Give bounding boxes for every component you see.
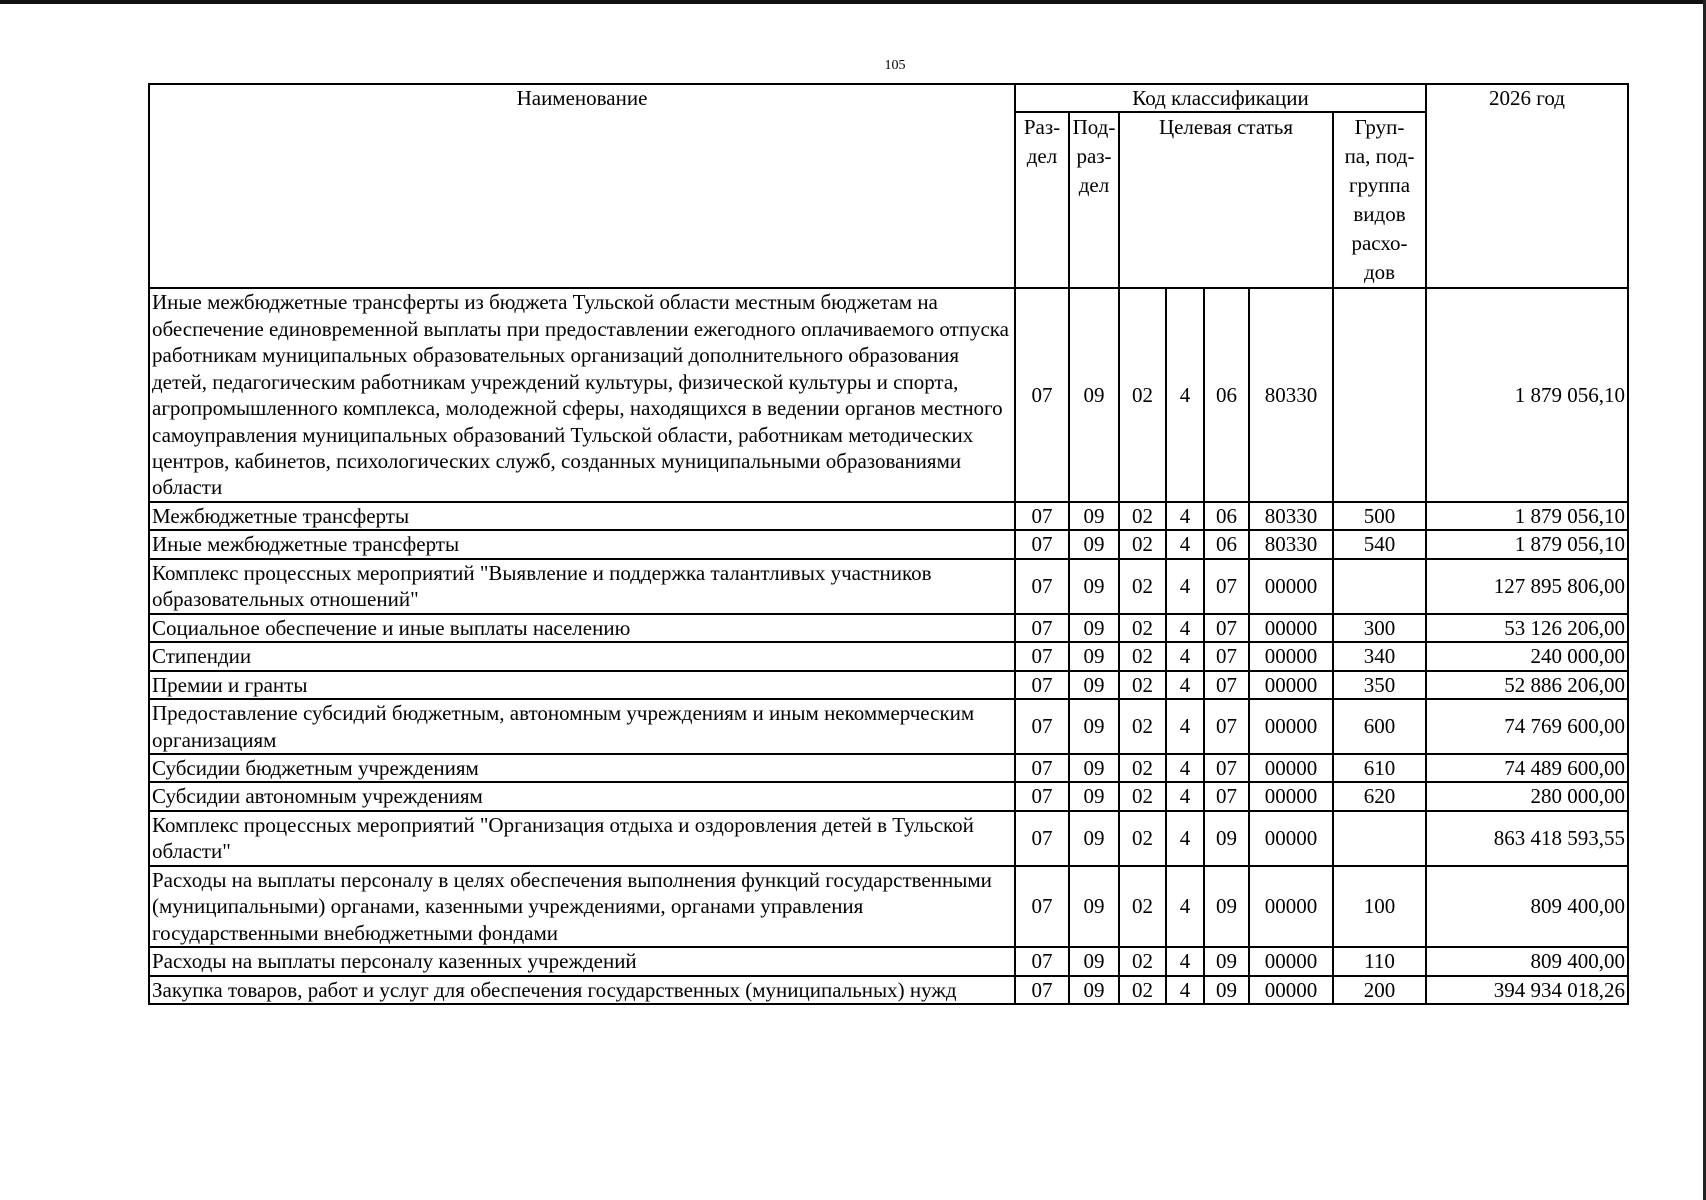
row-subsection: 09 <box>1069 642 1119 670</box>
row-amount: 52 886 206,00 <box>1426 671 1628 699</box>
row-target-article-type: 4 <box>1166 782 1204 810</box>
table-row <box>149 866 1628 947</box>
row-target-article-program: 02 <box>1119 866 1166 947</box>
header-subsection: Под- раз- дел <box>1069 112 1119 288</box>
row-target-article-direction: 00000 <box>1249 559 1333 614</box>
row-name: Расходы на выплаты персоналу казенных учреждений <box>149 947 1015 975</box>
row-target-article-complex: 09 <box>1204 866 1249 947</box>
row-expense-group <box>1333 288 1426 502</box>
row-subsection: 09 <box>1069 614 1119 642</box>
table-row <box>149 559 1628 614</box>
row-section: 07 <box>1015 947 1069 975</box>
row-target-article-complex: 09 <box>1204 976 1249 1004</box>
row-subsection: 09 <box>1069 530 1119 558</box>
table-row <box>149 288 1628 502</box>
row-expense-group: 340 <box>1333 642 1426 670</box>
row-subsection: 09 <box>1069 502 1119 530</box>
row-section: 07 <box>1015 614 1069 642</box>
row-target-article-complex: 06 <box>1204 530 1249 558</box>
row-name: Расходы на выплаты персоналу в целях обеспечения выполнения функций государственными (муниципальными) органами, казенными учреждениями, органами управления государственными внебюджетными фондами <box>149 866 1015 947</box>
row-expense-group: 600 <box>1333 699 1426 754</box>
table-row <box>149 782 1628 810</box>
row-target-article-complex: 07 <box>1204 642 1249 670</box>
row-target-article-type: 4 <box>1166 502 1204 530</box>
row-name: Межбюджетные трансферты <box>149 502 1015 530</box>
row-expense-group: 610 <box>1333 754 1426 782</box>
row-name: Социальное обеспечение и иные выплаты населению <box>149 614 1015 642</box>
row-target-article-type: 4 <box>1166 614 1204 642</box>
row-target-article-direction: 00000 <box>1249 976 1333 1004</box>
table-body <box>149 288 1628 1004</box>
row-target-article-program: 02 <box>1119 530 1166 558</box>
row-amount: 394 934 018,26 <box>1426 976 1628 1004</box>
row-expense-group <box>1333 559 1426 614</box>
row-target-article-complex: 09 <box>1204 811 1249 866</box>
row-target-article-type: 4 <box>1166 699 1204 754</box>
row-target-article-type: 4 <box>1166 976 1204 1004</box>
row-subsection: 09 <box>1069 754 1119 782</box>
header-name: Наименование <box>149 84 1015 288</box>
row-subsection: 09 <box>1069 947 1119 975</box>
row-section: 07 <box>1015 699 1069 754</box>
row-target-article-complex: 09 <box>1204 947 1249 975</box>
row-name: Иные межбюджетные трансферты из бюджета Тульской области местным бюджетам на обеспечение единовременной выплаты при предоставлении ежегодного оплачиваемого отпуска работникам муниципальных образовательных организаций дополнительного образования детей, педагогическим работникам учреждений культуры, физической культуры и спорта, агропромышленного комплекса, молодежной сферы, находящихся в ведении органов местного самоуправления муниципальных образований Тульской области, работникам методических центров, кабинетов, психологических служб, созданных муниципальными образованиями области <box>149 288 1015 502</box>
row-expense-group: 100 <box>1333 866 1426 947</box>
row-target-article-program: 02 <box>1119 782 1166 810</box>
row-target-article-program: 02 <box>1119 699 1166 754</box>
row-target-article-type: 4 <box>1166 559 1204 614</box>
row-amount: 809 400,00 <box>1426 866 1628 947</box>
row-subsection: 09 <box>1069 671 1119 699</box>
row-target-article-direction: 00000 <box>1249 642 1333 670</box>
row-target-article-direction: 00000 <box>1249 947 1333 975</box>
row-amount: 1 879 056,10 <box>1426 288 1628 502</box>
row-target-article-direction: 00000 <box>1249 866 1333 947</box>
table-row <box>149 530 1628 558</box>
row-name: Иные межбюджетные трансферты <box>149 530 1015 558</box>
row-target-article-direction: 00000 <box>1249 782 1333 810</box>
row-subsection: 09 <box>1069 288 1119 502</box>
row-target-article-type: 4 <box>1166 754 1204 782</box>
row-name: Предоставление субсидий бюджетным, автономным учреждениям и иным некоммерческим организациям <box>149 699 1015 754</box>
row-amount: 53 126 206,00 <box>1426 614 1628 642</box>
row-target-article-program: 02 <box>1119 642 1166 670</box>
row-target-article-program: 02 <box>1119 614 1166 642</box>
row-amount: 280 000,00 <box>1426 782 1628 810</box>
row-target-article-direction: 00000 <box>1249 614 1333 642</box>
row-section: 07 <box>1015 559 1069 614</box>
row-expense-group: 500 <box>1333 502 1426 530</box>
row-target-article-complex: 07 <box>1204 754 1249 782</box>
row-name: Премии и гранты <box>149 671 1015 699</box>
row-target-article-direction: 80330 <box>1249 502 1333 530</box>
table-row <box>149 614 1628 642</box>
page-number: 105 <box>884 58 906 73</box>
row-subsection: 09 <box>1069 559 1119 614</box>
row-target-article-program: 02 <box>1119 502 1166 530</box>
header-expense-group: Груп- па, под- группа видов расхо- дов <box>1333 112 1426 288</box>
row-target-article-complex: 07 <box>1204 782 1249 810</box>
row-amount: 240 000,00 <box>1426 642 1628 670</box>
row-target-article-program: 02 <box>1119 754 1166 782</box>
row-amount: 74 769 600,00 <box>1426 699 1628 754</box>
budget-table <box>148 83 1629 1005</box>
row-target-article-type: 4 <box>1166 866 1204 947</box>
row-amount: 1 879 056,10 <box>1426 502 1628 530</box>
row-section: 07 <box>1015 502 1069 530</box>
row-subsection: 09 <box>1069 699 1119 754</box>
row-target-article-direction: 80330 <box>1249 288 1333 502</box>
row-expense-group: 110 <box>1333 947 1426 975</box>
row-name: Закупка товаров, работ и услуг для обеспечения государственных (муниципальных) нужд <box>149 976 1015 1004</box>
table-row <box>149 811 1628 866</box>
row-amount: 809 400,00 <box>1426 947 1628 975</box>
row-section: 07 <box>1015 866 1069 947</box>
header-classification-code: Код классификации <box>1015 84 1426 112</box>
row-subsection: 09 <box>1069 866 1119 947</box>
row-subsection: 09 <box>1069 782 1119 810</box>
row-section: 07 <box>1015 976 1069 1004</box>
row-target-article-program: 02 <box>1119 976 1166 1004</box>
row-amount: 74 489 600,00 <box>1426 754 1628 782</box>
row-name: Субсидии бюджетным учреждениям <box>149 754 1015 782</box>
row-section: 07 <box>1015 288 1069 502</box>
table-row <box>149 502 1628 530</box>
row-target-article-complex: 06 <box>1204 288 1249 502</box>
row-amount: 1 879 056,10 <box>1426 530 1628 558</box>
row-target-article-direction: 00000 <box>1249 699 1333 754</box>
table-row <box>149 754 1628 782</box>
row-target-article-type: 4 <box>1166 530 1204 558</box>
scan-top-edge <box>0 0 1706 4</box>
header-year: 2026 год <box>1426 84 1628 288</box>
table-row <box>149 671 1628 699</box>
row-target-article-type: 4 <box>1166 947 1204 975</box>
row-name: Комплекс процессных мероприятий "Выявление и поддержка талантливых участников образовательных отношений" <box>149 559 1015 614</box>
row-target-article-program: 02 <box>1119 671 1166 699</box>
row-target-article-type: 4 <box>1166 642 1204 670</box>
row-name: Комплекс процессных мероприятий "Организация отдыха и оздоровления детей в Тульской области" <box>149 811 1015 866</box>
table-header <box>149 84 1628 288</box>
row-section: 07 <box>1015 811 1069 866</box>
row-target-article-complex: 07 <box>1204 614 1249 642</box>
row-expense-group: 350 <box>1333 671 1426 699</box>
row-target-article-complex: 07 <box>1204 559 1249 614</box>
row-target-article-complex: 07 <box>1204 671 1249 699</box>
row-target-article-program: 02 <box>1119 947 1166 975</box>
row-name: Субсидии автономным учреждениям <box>149 782 1015 810</box>
row-name: Стипендии <box>149 642 1015 670</box>
row-subsection: 09 <box>1069 976 1119 1004</box>
table-row <box>149 642 1628 670</box>
row-expense-group <box>1333 811 1426 866</box>
row-target-article-direction: 80330 <box>1249 530 1333 558</box>
row-expense-group: 200 <box>1333 976 1426 1004</box>
header-section: Раз- дел <box>1015 112 1069 288</box>
row-section: 07 <box>1015 782 1069 810</box>
row-expense-group: 620 <box>1333 782 1426 810</box>
table-row <box>149 947 1628 975</box>
row-expense-group: 540 <box>1333 530 1426 558</box>
row-target-article-program: 02 <box>1119 559 1166 614</box>
table-row <box>149 699 1628 754</box>
row-subsection: 09 <box>1069 811 1119 866</box>
row-section: 07 <box>1015 671 1069 699</box>
row-target-article-complex: 06 <box>1204 502 1249 530</box>
row-section: 07 <box>1015 642 1069 670</box>
row-expense-group: 300 <box>1333 614 1426 642</box>
row-amount: 127 895 806,00 <box>1426 559 1628 614</box>
header-target-article: Целевая статья <box>1119 112 1333 288</box>
table-row <box>149 976 1628 1004</box>
row-target-article-direction: 00000 <box>1249 671 1333 699</box>
row-target-article-direction: 00000 <box>1249 811 1333 866</box>
row-target-article-type: 4 <box>1166 811 1204 866</box>
row-target-article-direction: 00000 <box>1249 754 1333 782</box>
row-section: 07 <box>1015 754 1069 782</box>
row-target-article-type: 4 <box>1166 288 1204 502</box>
row-amount: 863 418 593,55 <box>1426 811 1628 866</box>
row-target-article-program: 02 <box>1119 811 1166 866</box>
row-section: 07 <box>1015 530 1069 558</box>
row-target-article-program: 02 <box>1119 288 1166 502</box>
row-target-article-type: 4 <box>1166 671 1204 699</box>
row-target-article-complex: 07 <box>1204 699 1249 754</box>
